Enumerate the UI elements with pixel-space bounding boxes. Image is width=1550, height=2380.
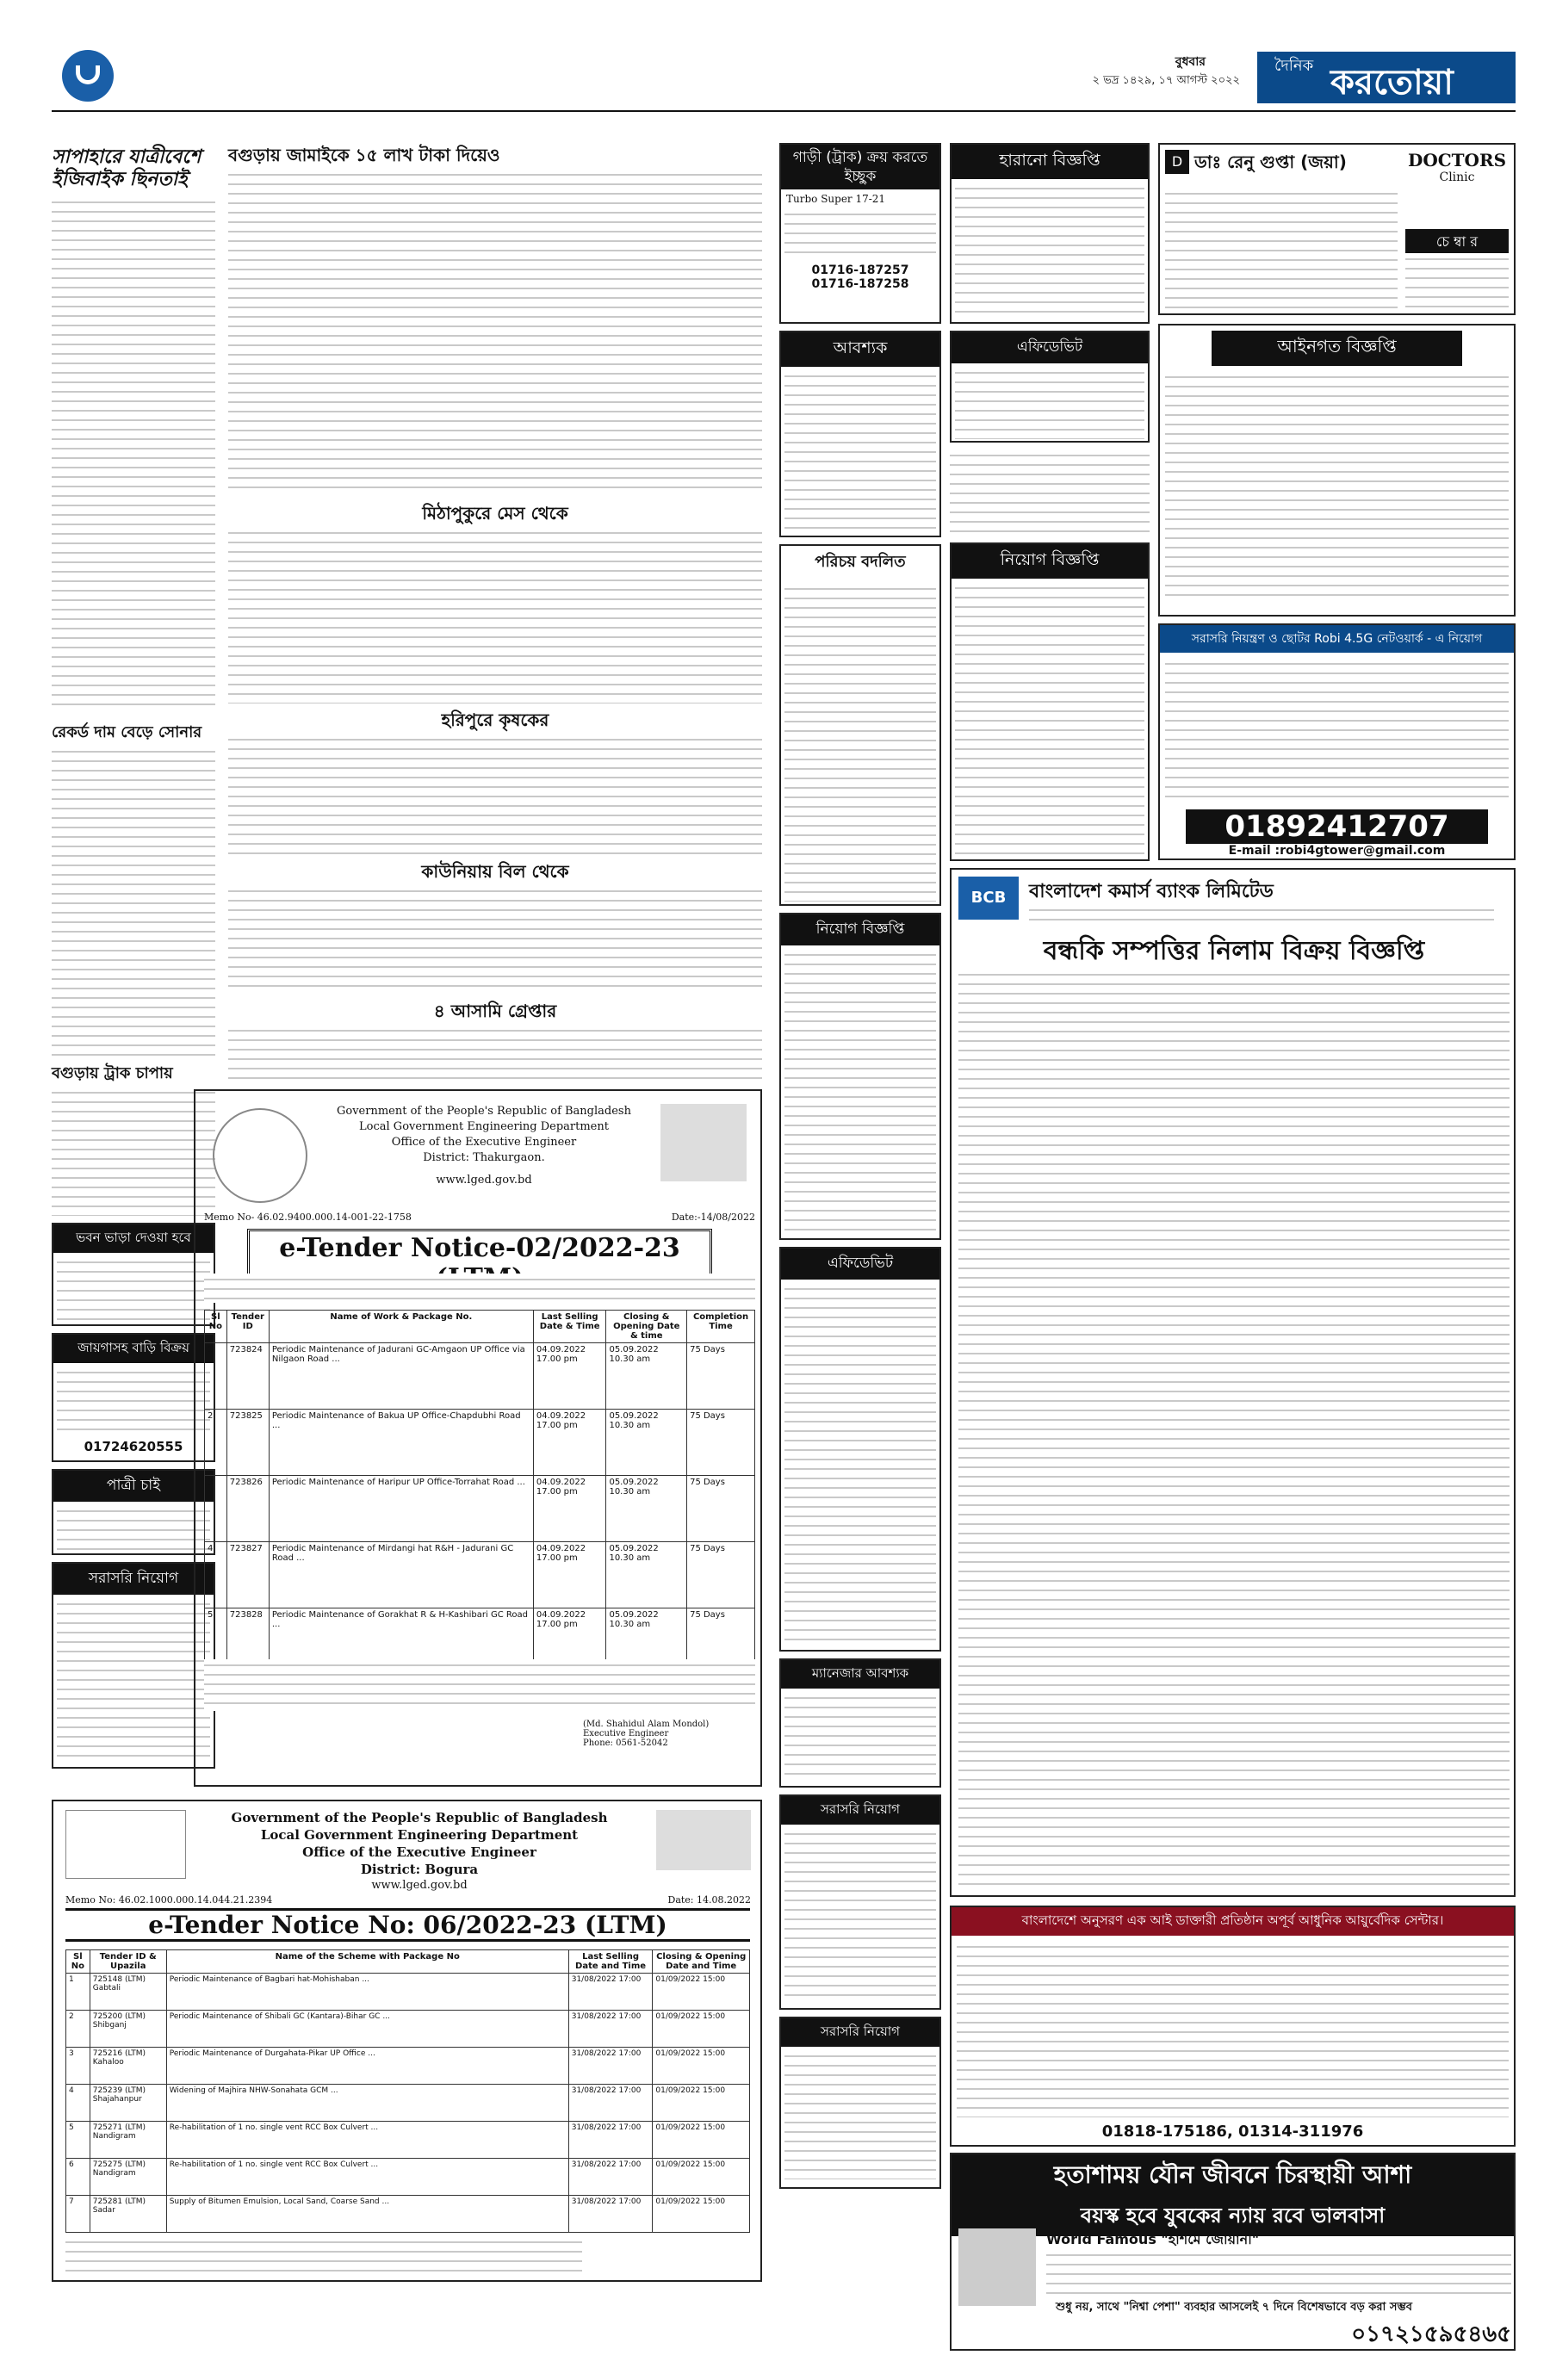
tender-footer-text bbox=[204, 1659, 755, 1711]
table-row: 6 725275 (LTM) Nandigram Re-habilitation of 1 no. single vent RCC Box Culvert ... 31/08/2022 17:00 01/09/2022 15:00 bbox=[66, 2159, 750, 2196]
headline-haripur: হরিপুরে কৃষকের bbox=[441, 710, 549, 730]
column-header: Sl No bbox=[205, 1311, 227, 1343]
mujib-year-logo-icon bbox=[213, 1108, 307, 1203]
clinic-title: DOCTORS bbox=[1407, 150, 1507, 170]
header-day: বুধবার bbox=[1175, 55, 1206, 69]
classified-body bbox=[784, 208, 936, 260]
article-body-record bbox=[52, 746, 215, 1056]
classified-body bbox=[57, 1598, 210, 1762]
tender-table bbox=[204, 1310, 755, 1675]
tender-intro bbox=[204, 1274, 755, 1303]
classified-body bbox=[784, 583, 936, 902]
table-row: 5 725271 (LTM) Nandigram Re-habilitation of 1 no. single vent RCC Box Culvert ... 31/08/2022 17:00 01/09/2022 15:00 bbox=[66, 2122, 750, 2159]
classified-direct-recruit bbox=[52, 1562, 215, 1769]
classified-title: পাত্রী চাই bbox=[53, 1471, 214, 1502]
classified-recruit-1 bbox=[950, 542, 1150, 861]
table-row: 3 723826 Periodic Maintenance of Haripur UP Office-Torrahat Road ... 04.09.2022 17.00 pm 05.09.2022 10.30 am 75 Days bbox=[205, 1476, 755, 1542]
classified-title: হারানো বিজ্ঞপ্তি bbox=[952, 145, 1148, 179]
table-row: 4 723827 Periodic Maintenance of Mirdangi hat R&H - Jadurani GC Road ... 04.09.2022 17.00 pm 05.09.2022 10.30 am 75 Days bbox=[205, 1542, 755, 1608]
doctor-ad bbox=[1158, 143, 1516, 315]
article-body-bogura-truck bbox=[52, 1087, 215, 1216]
column-header: Closing & Opening Date and Time bbox=[653, 1950, 750, 1974]
herbal-phone: ০১৭২১৫৯৫৪৬৫ bbox=[1351, 2321, 1511, 2347]
classified-required bbox=[779, 331, 941, 537]
classified-title: নিয়োগ বিজ্ঞপ্তি bbox=[952, 544, 1148, 579]
classified-house-rent bbox=[52, 1223, 215, 1326]
tender-office: Office of the Executive Engineer bbox=[302, 1844, 536, 1860]
tender-dept: Local Government Engineering Department bbox=[260, 1827, 579, 1843]
legal-title: আইনগত বিজ্ঞপ্তি bbox=[1212, 331, 1462, 366]
tender-signature-block bbox=[583, 1720, 755, 1748]
tender-memo: Memo No- 46.02.9400.000.14-001-22-1758 bbox=[204, 1212, 412, 1223]
robi-email: E-mail :robi4gtower@gmail.com bbox=[1228, 844, 1446, 858]
classified-affidavit-1-body bbox=[950, 449, 1150, 536]
classified-title: সরাসরি নিয়োগ bbox=[781, 1796, 939, 1825]
classified-body bbox=[955, 582, 1144, 858]
table-row: 4 725239 (LTM) Shajahanpur Widening of Majhira NHW-Sonahata GCM ... 31/08/2022 17:00 01/09/2022 15:00 bbox=[66, 2085, 750, 2122]
column-header: Name of Work & Package No. bbox=[269, 1311, 533, 1343]
classified-lost bbox=[950, 143, 1150, 324]
column-header: Last Selling Date and Time bbox=[568, 1950, 653, 1974]
classified-body bbox=[784, 370, 936, 534]
table-row: 5 723828 Periodic Maintenance of Gorakhat R & H-Kashibari GC Road ... 04.09.2022 17.00 pm 05.09.2022 10.30 am 75 Days bbox=[205, 1608, 755, 1675]
tender-date: Date: 14.08.2022 bbox=[667, 1894, 751, 1906]
tender-dept: Local Government Engineering Department bbox=[359, 1120, 609, 1133]
classified-title: সরাসরি নিয়োগ bbox=[781, 2018, 939, 2047]
tender-phone: Phone: 0561-52042 bbox=[583, 1739, 668, 1748]
tender-memo: Memo No: 46.02.1000.000.14.044.21.2394 bbox=[65, 1894, 273, 1906]
ayurvedic-ad bbox=[950, 1906, 1516, 2147]
clinic-subtitle: Clinic bbox=[1439, 170, 1475, 184]
article-body-son-in-law bbox=[228, 169, 762, 496]
classified-body bbox=[784, 1828, 936, 2000]
headline-railway: সাপাহারে যাত্রীবেশে ইজিবাইক ছিনতাই bbox=[52, 146, 202, 190]
column-header: Closing & Opening Date & time bbox=[606, 1311, 687, 1343]
bank-address bbox=[1029, 904, 1494, 923]
classified-recruit-2 bbox=[779, 913, 941, 1240]
tender-notice-bogura bbox=[52, 1800, 762, 2282]
classified-direct-recruit-2 bbox=[779, 1794, 941, 2010]
brand-name: করতোয়া bbox=[1330, 63, 1454, 102]
table-row: 1 723824 Periodic Maintenance of Jadurani GC-Amgaon UP Office via Nilgaon Road ... 04.09.2022 17.00 pm 05.09.2022 10.30 am 75 Days bbox=[205, 1343, 755, 1410]
classified-name-change bbox=[779, 544, 941, 906]
robi-phone: 01892412707 bbox=[1186, 809, 1488, 844]
doctor-name: ডাঃ রেনু গুপ্তা (জয়া) bbox=[1194, 152, 1347, 172]
tender-signer-title: Executive Engineer bbox=[583, 1729, 669, 1739]
brand-small: দৈনিক bbox=[1274, 57, 1314, 75]
tender-date: Date:-14/08/2022 bbox=[671, 1212, 755, 1223]
golden-jubilee-logo-icon bbox=[65, 1810, 186, 1879]
legal-notice bbox=[1158, 324, 1516, 617]
article-body-railway bbox=[52, 196, 215, 713]
tender-title: e-Tender Notice-02/2022-23 bbox=[247, 1229, 712, 1298]
classified-truck bbox=[779, 143, 941, 324]
classified-bride bbox=[52, 1469, 215, 1555]
table-row: 3 725216 (LTM) Kahaloo Periodic Maintenance of Durgahata-Pikar UP Office ... 31/08/2022 17:00 01/09/2022 15:00 bbox=[66, 2048, 750, 2085]
header-date: ২ ভদ্র ১৪২৯, ১৭ আগস্ট ২০২২ bbox=[1092, 74, 1240, 87]
tender-site: www.lged.gov.bd bbox=[371, 1879, 468, 1892]
classified-title: পরিচয় বদলিত bbox=[815, 553, 906, 571]
column-header: Completion Time bbox=[687, 1311, 755, 1343]
robi-recruitment-ad bbox=[1158, 623, 1516, 860]
classified-title: এফিডেভিট bbox=[952, 332, 1148, 363]
ayur-title: বাংলাদেশে অনুসরণ এক আই ডাক্তারী প্রতিষ্ঠান অপূর্ব আধুনিক আয়ুর্বেদিক সেন্টার। bbox=[952, 1907, 1514, 1936]
herbal-subtitle: বয়স্ক হবে যুবকের ন্যায় রবে ভালবাসা bbox=[952, 2198, 1514, 2236]
masthead-divider bbox=[52, 110, 1516, 112]
article-body-haripur bbox=[228, 734, 762, 854]
table-row: 1 725148 (LTM) Gabtali Periodic Maintenance of Bagbari hat-Mohishaban ... 31/08/2022 17:00 01/09/2022 15:00 bbox=[66, 1974, 750, 2011]
portrait-image bbox=[660, 1104, 747, 1181]
auction-title: বন্ধকি সম্পত্তির নিলাম বিক্রয় বিজ্ঞপ্তি bbox=[1043, 936, 1425, 966]
classified-title: সরাসরি নিয়োগ bbox=[53, 1564, 214, 1595]
classified-phone: 01716-187258 bbox=[811, 277, 909, 291]
herbal-product: World Famous "হাশমে জোয়ানী" bbox=[1046, 2231, 1260, 2247]
brand-masthead bbox=[1257, 52, 1516, 103]
legal-body bbox=[1165, 371, 1509, 604]
tender-district: District: Bogura bbox=[360, 1862, 479, 1877]
newspaper-logo-icon bbox=[62, 50, 114, 102]
herbal-ad bbox=[950, 2153, 1516, 2351]
tender-site: www.lged.gov.bd bbox=[436, 1174, 532, 1187]
article-body-mithapukur bbox=[228, 527, 762, 703]
tender-gov: Government of the People's Republic of Bangladesh bbox=[337, 1105, 631, 1118]
classified-title: আবশ্যক bbox=[781, 332, 939, 367]
herbal-footer: শুধু নয়, সাথে "নিশ্বা পেশা" ব্যবহার আসলেই ৭ দিনে বিশেষভাবে বড় করা সম্ভব bbox=[1056, 2301, 1412, 2314]
classified-land-sale bbox=[52, 1333, 215, 1462]
portrait-image bbox=[656, 1810, 751, 1870]
classified-body bbox=[784, 949, 936, 1233]
column-header: Last Selling Date & Time bbox=[533, 1311, 606, 1343]
classified-body bbox=[784, 1283, 936, 1645]
column-header: Tender ID & Upazila bbox=[90, 1950, 166, 1974]
truck-model: Turbo Super 17-21 bbox=[786, 193, 886, 205]
headline-kaunia: কাউনিয়ায় বিল থেকে bbox=[421, 861, 569, 882]
classified-body bbox=[784, 2050, 936, 2179]
tender-district: District: Thakurgaon. bbox=[423, 1151, 545, 1164]
headline-police: ৪ আসামি গ্রেপ্তার bbox=[433, 1001, 557, 1021]
table-header-row bbox=[205, 1311, 755, 1343]
classified-title: এফিডেভিট bbox=[781, 1249, 939, 1280]
auction-body bbox=[958, 969, 1510, 1890]
robi-title: সরাসরি নিয়ন্ত্রণ ও ছোটর Robi 4.5G নেটওয়ার্ক - এ নিয়োগ bbox=[1160, 625, 1514, 653]
column-header: Sl No bbox=[66, 1950, 90, 1974]
tender-footer-text bbox=[65, 2236, 582, 2275]
herbal-body bbox=[1046, 2249, 1511, 2296]
classified-title: ম্যানেজার আবশ্যক bbox=[781, 1660, 939, 1689]
tender-office: Office of the Executive Engineer bbox=[391, 1136, 577, 1149]
chamber-details bbox=[1405, 253, 1509, 308]
classified-body bbox=[955, 367, 1144, 439]
table-row: 2 725200 (LTM) Shibganj Periodic Maintenance of Shibali GC (Kantara)-Bihar GC ... 31/08/2022 17:00 01/09/2022 15:00 bbox=[66, 2011, 750, 2048]
table-row: 2 723825 Periodic Maintenance of Bakua UP Office-Chapdubhi Road ... 04.09.2022 17.00 pm 05.09.2022 10.30 am 75 Days bbox=[205, 1410, 755, 1476]
column-header: Tender ID bbox=[226, 1311, 269, 1343]
classified-title: গাড়ী (ট্রাক) ক্রয় করতে ইচ্ছুক bbox=[781, 145, 939, 189]
herbal-title: হতাশাময় যৌন জীবনে চিরস্থায়ী আশা bbox=[952, 2154, 1514, 2198]
doctor-details bbox=[1165, 188, 1398, 308]
classified-title: ভবন ভাড়া দেওয়া হবে bbox=[53, 1224, 214, 1253]
classified-body bbox=[57, 1505, 210, 1550]
classified-body bbox=[955, 183, 1144, 320]
ayur-body bbox=[957, 1941, 1509, 2117]
classified-affidavit-2 bbox=[779, 1247, 941, 1652]
classified-phone: 01724620555 bbox=[84, 1439, 183, 1454]
classified-title: নিয়োগ বিজ্ঞপ্তি bbox=[781, 914, 939, 945]
headline-record: রেকর্ড দাম বেড়ে সোনার bbox=[52, 723, 202, 741]
classified-direct-recruit-3 bbox=[779, 2017, 941, 2189]
headline-bogura-truck: বগুড়ায় ট্রাক চাপায় bbox=[52, 1064, 173, 1082]
classified-phone: 01716-187257 bbox=[811, 263, 909, 277]
article-body-police bbox=[228, 1025, 762, 1082]
table-row: 7 725281 (LTM) Sadar Supply of Bitumen Emulsion, Local Sand, Coarse Sand ... 31/08/2022 17:00 01/09/2022 15:00 bbox=[66, 2196, 750, 2233]
doctor-photo-image bbox=[958, 2228, 1036, 2306]
classified-body bbox=[57, 1256, 210, 1322]
classified-body bbox=[57, 1367, 210, 1435]
column-header: Name of the Scheme with Package No bbox=[166, 1950, 568, 1974]
bank-auction-notice bbox=[950, 868, 1516, 1897]
tender-signer: (Md. Shahidul Alam Mondol) bbox=[583, 1720, 710, 1729]
tender-gov: Government of the People's Republic of Bangladesh bbox=[231, 1810, 608, 1825]
ayur-phone: 01818-175186, 01314-311976 bbox=[1101, 2123, 1364, 2141]
classified-body bbox=[784, 1692, 936, 1778]
tender-title: e-Tender Notice No: 06/2022-23 (LTM) bbox=[65, 1908, 750, 1942]
tender-table bbox=[65, 1949, 750, 2233]
article-body-kaunia bbox=[228, 885, 762, 989]
headline-son-in-law: বগুড়ায় জামাইকে ১৫ লাখ টাকা দিয়েও bbox=[228, 145, 500, 165]
classified-title: জায়গাসহ বাড়ি বিক্রয় bbox=[53, 1335, 214, 1363]
table-header-row bbox=[66, 1950, 750, 1974]
classified-affidavit-1 bbox=[950, 331, 1150, 443]
robi-body bbox=[1165, 658, 1509, 804]
classified-manager bbox=[779, 1658, 941, 1788]
doctor-logo-icon: D bbox=[1165, 150, 1189, 174]
bank-logo: BCB bbox=[958, 877, 1019, 920]
chamber-label: চে ম্বা র bbox=[1405, 229, 1509, 256]
bank-name: বাংলাদেশ কমার্স ব্যাংক লিমিটেড bbox=[1029, 881, 1274, 902]
tender-notice-thakurgaon bbox=[194, 1089, 762, 1787]
headline-mithapukur: মিঠাপুকুরে মেস থেকে bbox=[422, 503, 568, 524]
